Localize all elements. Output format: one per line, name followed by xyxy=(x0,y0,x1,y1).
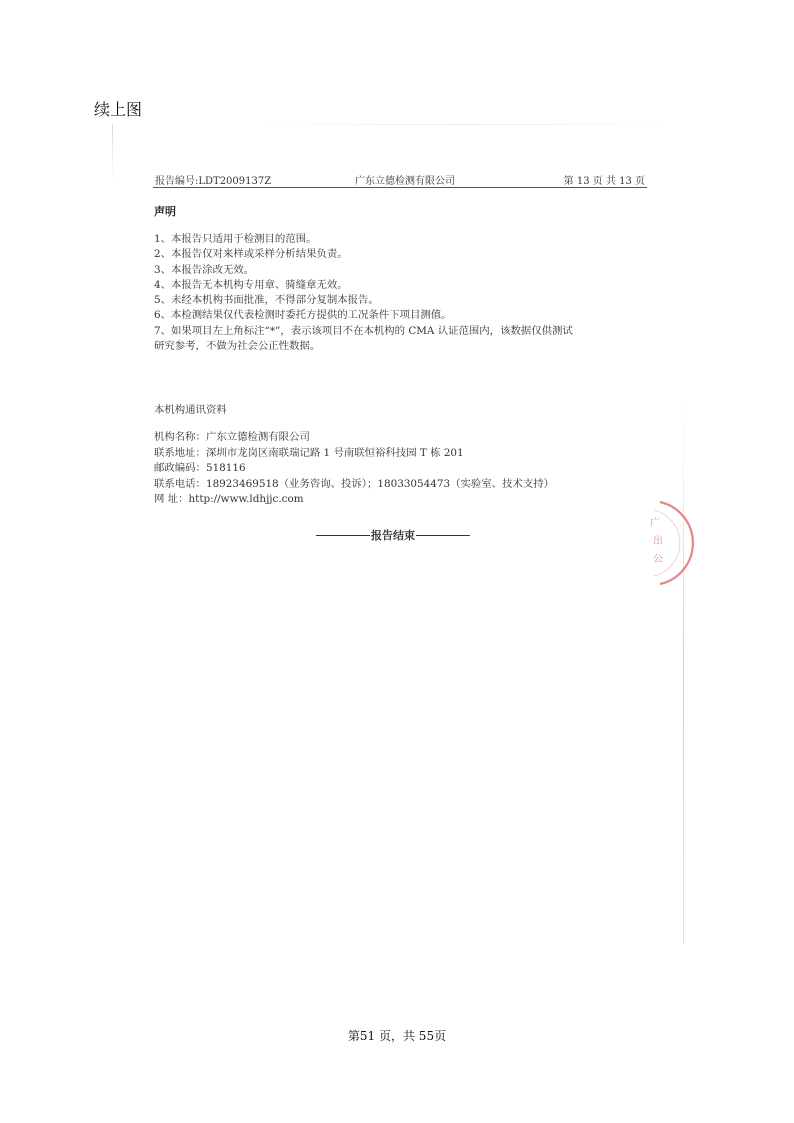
declaration-item: 1、本报告只适用于检测目的范围。 xyxy=(154,233,317,245)
contact-block xyxy=(154,430,634,508)
declaration-item: 5、未经本机构书面批准，不得部分复制本报告。 xyxy=(154,294,379,307)
org-phone: 联系电话：18923469518（业务咨询、投诉）；18033054473（实验室、技术支持） xyxy=(154,477,555,490)
org-name: 机构名称：广东立德检测有限公司 xyxy=(154,431,310,443)
report-end-text: 报告结束 xyxy=(371,529,415,542)
declaration-item: 6、本检测结果仅代表检测时委托方提供的工况条件下项目测值。 xyxy=(154,309,452,322)
declaration-item: 3、本报告涂改无效。 xyxy=(154,263,255,276)
header-rule xyxy=(153,187,647,188)
scan-edge-left xyxy=(112,124,113,184)
declaration-item: 2、本报告仅对来样或采样分析结果负责。 xyxy=(154,248,348,261)
svg-text:出: 出 xyxy=(653,536,663,547)
declaration-item: 7、如果项目左上角标注“*”，表示该项目不在本机构的 CMA 认证范围内，该数据仅供测试 xyxy=(154,324,573,337)
svg-text:广: 广 xyxy=(650,518,660,529)
scan-edge-top xyxy=(242,124,682,125)
contact-title: 本机构通讯资料 xyxy=(154,404,227,416)
report-number: 报告编号:LDT2009137Z xyxy=(155,176,272,187)
org-address: 联系地址：深圳市龙岗区南联瑞记路 1 号南联恒裕科技园 T 栋 201 xyxy=(154,446,464,459)
org-website: 网 址：http://www.ldhjjc.com xyxy=(154,493,304,506)
page-footer: 第51 页，共 55页 xyxy=(347,1029,447,1043)
svg-text:公: 公 xyxy=(653,554,663,565)
declaration-item: 4、本报告无本机构专用章、骑缝章无效。 xyxy=(154,278,348,291)
report-end-marker xyxy=(316,527,470,543)
declaration-title: 声明 xyxy=(154,205,176,218)
continued-label: 续上图 xyxy=(94,100,143,119)
org-postcode: 邮政编码：518116 xyxy=(154,462,246,475)
declaration-item: 研究参考，不做为社会公正性数据。 xyxy=(154,340,321,353)
header-page: 第 13 页 共 13 页 xyxy=(563,176,645,187)
end-dash-right xyxy=(416,535,470,536)
scan-edge-right xyxy=(683,394,684,944)
header-company: 广东立德检测有限公司 xyxy=(355,176,455,187)
end-dash-left xyxy=(316,535,370,536)
declaration-list xyxy=(154,232,634,354)
seal-stamp-icon xyxy=(620,498,710,588)
